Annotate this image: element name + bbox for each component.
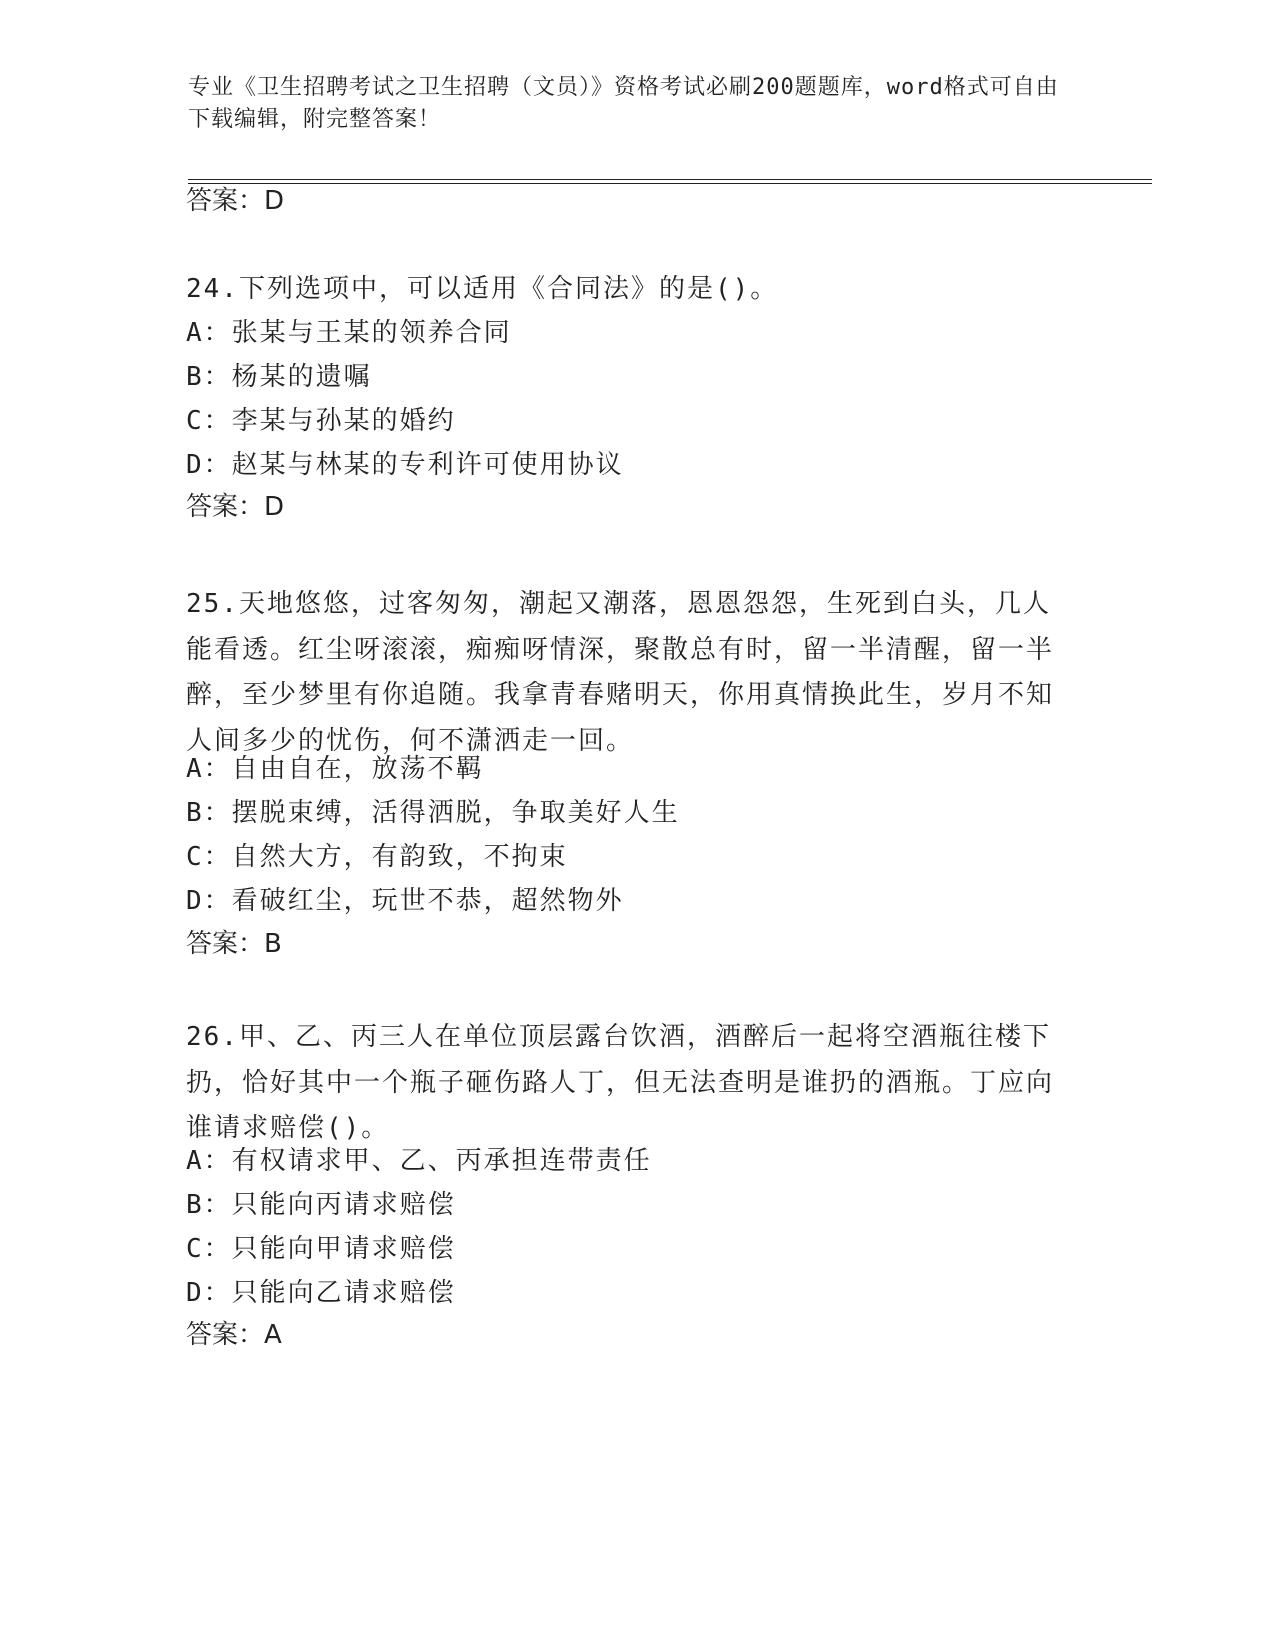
question-26-option-b: B：只能向丙请求赔偿 bbox=[186, 1190, 456, 1220]
answer-25: 答案：B bbox=[186, 929, 282, 959]
header-rule-thick bbox=[188, 183, 1152, 184]
answer-24: 答案：D bbox=[186, 492, 285, 522]
question-24-option-d: D：赵某与林某的专利许可使用协议 bbox=[186, 450, 624, 480]
question-25-option-b: B：摆脱束缚，活得洒脱，争取美好人生 bbox=[186, 798, 680, 828]
question-24-option-b: B：杨某的遗嘱 bbox=[186, 362, 372, 392]
document-header: 专业《卫生招聘考试之卫生招聘（文员）》资格考试必刷200题题库，word格式可自由下载编辑，附完整答案！ bbox=[188, 75, 1059, 132]
answer-26: 答案：A bbox=[186, 1320, 282, 1350]
question-26-option-c: C：只能向甲请求赔偿 bbox=[186, 1234, 456, 1264]
question-26-stem: 26.甲、乙、丙三人在单位顶层露台饮酒，酒醉后一起将空酒瓶往楼下扔，恰好其中一个瓶子砸伤路人丁，但无法查明是谁扔的酒瓶。丁应向谁请求赔偿()。 bbox=[186, 1022, 1055, 1143]
question-24-option-c: C：李某与孙某的婚约 bbox=[186, 406, 456, 436]
question-25-option-d: D：看破红尘，玩世不恭，超然物外 bbox=[186, 886, 624, 916]
question-25-option-a: A：自由自在，放荡不羁 bbox=[186, 754, 484, 784]
question-26-option-d: D：只能向乙请求赔偿 bbox=[186, 1278, 456, 1308]
question-25-stem: 25.天地悠悠，过客匆匆，潮起又潮落，恩恩怨怨，生死到白头，几人能看透。红尘呀滚滚，痴痴呀情深，聚散总有时，留一半清醒，留一半醉，至少梦里有你追随。我拿青春赌明天，你用真情换此生，岁月不知人间多少的忧伤，何不潇洒走一回。 bbox=[186, 589, 1055, 756]
header-rule-thin bbox=[188, 179, 1152, 180]
question-24-option-a: A：张某与王某的领养合同 bbox=[186, 318, 512, 348]
question-24-stem: 24.下列选项中，可以适用《合同法》的是()。 bbox=[186, 274, 779, 304]
question-25-option-c: C：自然大方，有韵致，不拘束 bbox=[186, 842, 568, 872]
answer-23: 答案：D bbox=[186, 186, 285, 216]
question-26-option-a: A：有权请求甲、乙、丙承担连带责任 bbox=[186, 1146, 652, 1176]
